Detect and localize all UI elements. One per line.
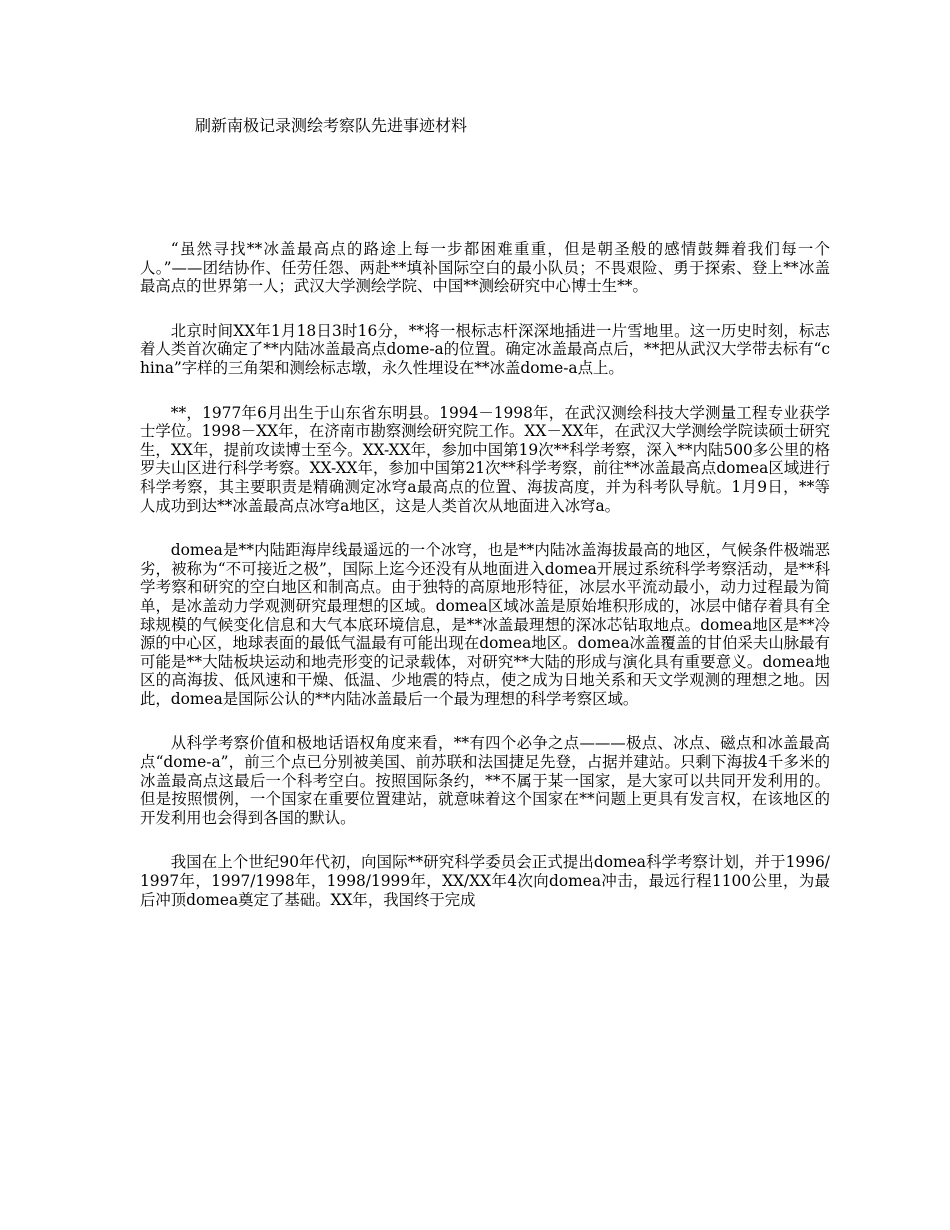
paragraph-china-history: 我国在上个世纪90年代初，向国际**研究科学委员会正式提出domea科学考察计划，并于1996/1997年，1997/1998年，1998/1999年，XX/XX年4次向domea冲击，最远行程1100公里，为最后冲顶domea奠定了基础。XX年，我国终于完成 [140, 853, 830, 909]
paragraph-domea-description: domea是**内陆距海岸线最遥远的一个冰穹，也是**内陆冰盖海拔最高的地区，气候条件极端恶劣，被称为“不可接近之极”，国际上迄今还没有从地面进入domea开展过系统科学考察活动，是**科学考察和研究的空白地区和制高点。由于独特的高原地形特征，冰层水平流动最小，动力过程最为简单，是冰盖动力学观测研究最理想的区域。domea区域冰盖是原始堆积形成的，冰层中储存着具有全球规模的气候变化信息和大气本底环境信息，是**冰盖最理想的深冰芯钻取地点。domea地区是**冷源的中心区，地球表面的最低气温最有可能出现在domea地区。domea冰盖覆盖的甘伯采夫山脉最有可能是**大陆板块运动和地壳形变的记录载体，对研究**大陆的形成与演化具有重要意义。domea地区的高海拔、低风速和干燥、低温、少地震的特点，使之成为日地关系和天文学观测的理想之地。因此，domea是国际公认的**内陆冰盖最后一个最为理想的科学考察区域。 [140, 541, 830, 708]
paragraph-quote: “虽然寻找**冰盖最高点的路途上每一步都困难重重，但是朝圣般的感情鼓舞着我们每一个人。”——团结协作、任劳任怨、两赴**填补国际空白的最小队员；不畏艰险、勇于探索、登上**冰盖最高点的世界第一人；武汉大学测绘学院、中国**测绘研究中心博士生**。 [140, 240, 830, 296]
paragraph-marker-event: 北京时间XX年1月18日3时16分，**将一根标志杆深深地插进一片雪地里。这一历史时刻，标志着人类首次确定了**内陆冰盖最高点dome-a的位置。确定冰盖最高点后，**把从武汉大学带去标有“china”字样的三角架和测绘标志墩，永久性埋设在**冰盖dome-a点上。 [140, 321, 830, 377]
paragraph-biography: **，1977年6月出生于山东省东明县。1994－1998年，在武汉测绘科技大学测量工程专业获学士学位。1998－XX年，在济南市勘察测绘研究院工作。XX－XX年，在武汉大学测绘学院读硕士研究生，XX年，提前攻读博士至今。XX-XX年，参加中国第19次**科学考察，深入**内陆500多公里的格罗夫山区进行科学考察。XX-XX年，参加中国第21次**科学考察，前往**冰盖最高点domea区域进行科学考察，其主要职责是精确测定冰穹a最高点的位置、海拔高度，并为科考队导航。1月9日，**等人成功到达**冰盖最高点冰穹a地区，这是人类首次从地面进入冰穹a。 [140, 403, 830, 515]
document-title: 刷新南极记录测绘考察队先进事迹材料 [195, 116, 468, 135]
document-body [140, 240, 830, 909]
paragraph-strategic-value: 从科学考察价值和极地话语权角度来看，**有四个必争之点———极点、冰点、磁点和冰盖最高点“dome-a”，前三个点已分别被美国、前苏联和法国捷足先登，占据并建站。只剩下海拔4千多米的冰盖最高点这最后一个科考空白。按照国际条约，**不属于某一国家，是大家可以共同开发利用的。但是按照惯例，一个国家在重要位置建站，就意味着这个国家在**问题上更具有发言权，在该地区的开发利用也会得到各国的默认。 [140, 734, 830, 827]
